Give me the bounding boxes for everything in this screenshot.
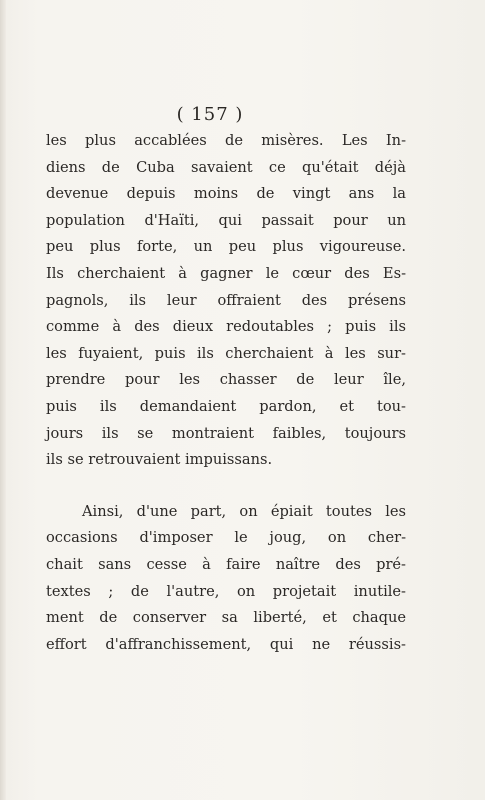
text-line: ils se retrouvaient impuissans. — [46, 451, 273, 469]
text-line: les plus accablées de misères. Les In- — [46, 132, 406, 149]
text-line: comme à des dieux redoutables ; puis ils — [46, 318, 406, 336]
text-line: occasions d'imposer le joug, on cher- — [46, 529, 406, 547]
text-line: population d'Haïti, qui passait pour un — [46, 211, 406, 229]
text-line: ment de conserver sa liberté, et chaque — [46, 609, 406, 627]
text-line: pagnols, ils leur offraient des présens — [46, 291, 406, 309]
text-line: effort d'affranchissement, qui ne réussis- — [46, 635, 406, 653]
text-line: chait sans cesse à faire naître des pré- — [46, 555, 406, 573]
text-line: devenue depuis moins de vingt ans la — [46, 185, 406, 203]
text-line: textes ; de l'autre, on projetait inutile- — [46, 582, 406, 600]
text-line: peu plus forte, un peu plus vigoureuse. — [46, 238, 406, 256]
text-line: Ils cherchaient à gagner le cœur des Es- — [46, 264, 406, 282]
text-line: puis ils demandaient pardon, et tou- — [46, 397, 406, 415]
paragraph-2 — [46, 499, 406, 659]
page-number: ( 157 ) — [176, 104, 244, 125]
text-line: les fuyaient, puis ils cherchaient à les sur- — [46, 344, 406, 362]
text-line: jours ils se montraient faibles, toujours — [46, 424, 406, 442]
text-line: Ainsi, d'une part, on épiait toutes les — [82, 502, 406, 520]
paragraph-gap — [46, 474, 406, 499]
paragraph-1 — [46, 128, 406, 474]
page-text — [46, 128, 406, 658]
text-line: diens de Cuba savaient ce qu'était déjà — [46, 158, 406, 176]
text-line: prendre pour les chasser de leur île, — [46, 371, 406, 389]
